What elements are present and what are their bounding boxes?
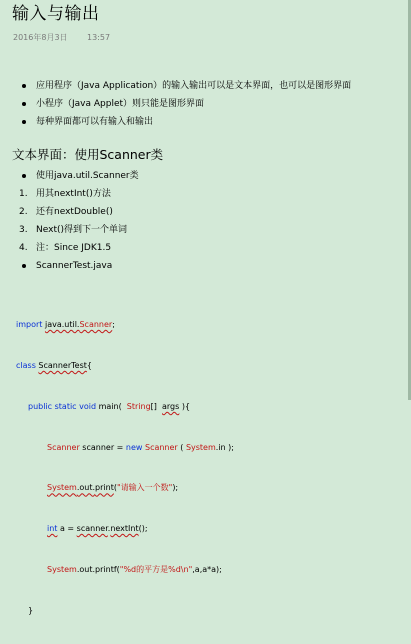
list-number: 4. bbox=[19, 243, 28, 253]
code-line: public static void main( String[] args ){ bbox=[28, 401, 191, 411]
list-number: 1. bbox=[19, 189, 28, 199]
section-heading: 文本界面：使用Scanner类 bbox=[12, 147, 164, 162]
list-item: 应用程序（Java Application）的输入输出可以是文本界面，也可以是图形界面 bbox=[22, 77, 351, 95]
list-item: 1. 用其nextInt()方法 bbox=[22, 185, 139, 203]
code-block bbox=[16, 291, 234, 644]
list-item: 使用java.util.Scanner类 bbox=[22, 167, 139, 185]
bullet-icon bbox=[22, 84, 26, 88]
bullet-icon bbox=[22, 102, 26, 106]
code-line: } bbox=[28, 605, 34, 615]
bullet-list bbox=[22, 77, 351, 131]
scanner-list bbox=[19, 167, 139, 275]
bullet-icon bbox=[22, 174, 26, 178]
list-item: 小程序（Java Applet）则只能是图形界面 bbox=[22, 95, 351, 113]
list-number: 3. bbox=[19, 225, 28, 235]
code-line: import java.util.Scanner; bbox=[16, 320, 115, 330]
list-item: ScannerTest.java bbox=[22, 257, 139, 275]
bullet-icon bbox=[22, 120, 26, 124]
list-item: 每种界面都可以有输入和输出 bbox=[22, 113, 351, 131]
code-line: int a = scanner.nextInt(); bbox=[47, 524, 148, 534]
page-title: 输入与输出 bbox=[12, 4, 100, 24]
list-item: 4. 注：Since JDK1.5 bbox=[22, 239, 139, 257]
list-item: 2. 还有nextDouble() bbox=[22, 203, 139, 221]
note-date: 2016年8月3日 bbox=[13, 33, 68, 42]
code-line: System.out.print("请输入一个数"); bbox=[47, 483, 179, 493]
bullet-icon bbox=[22, 264, 26, 268]
code-line: System.out.printf("%d的平方是%d\n",a,a*a); bbox=[47, 564, 222, 574]
code-line: class ScannerTest{ bbox=[16, 360, 92, 370]
code-line: Scanner scanner = new Scanner ( System.in ); bbox=[47, 442, 234, 452]
note-time: 13:57 bbox=[87, 33, 111, 42]
list-number: 2. bbox=[19, 207, 28, 217]
list-item: 3. Next()得到下一个单词 bbox=[22, 221, 139, 239]
